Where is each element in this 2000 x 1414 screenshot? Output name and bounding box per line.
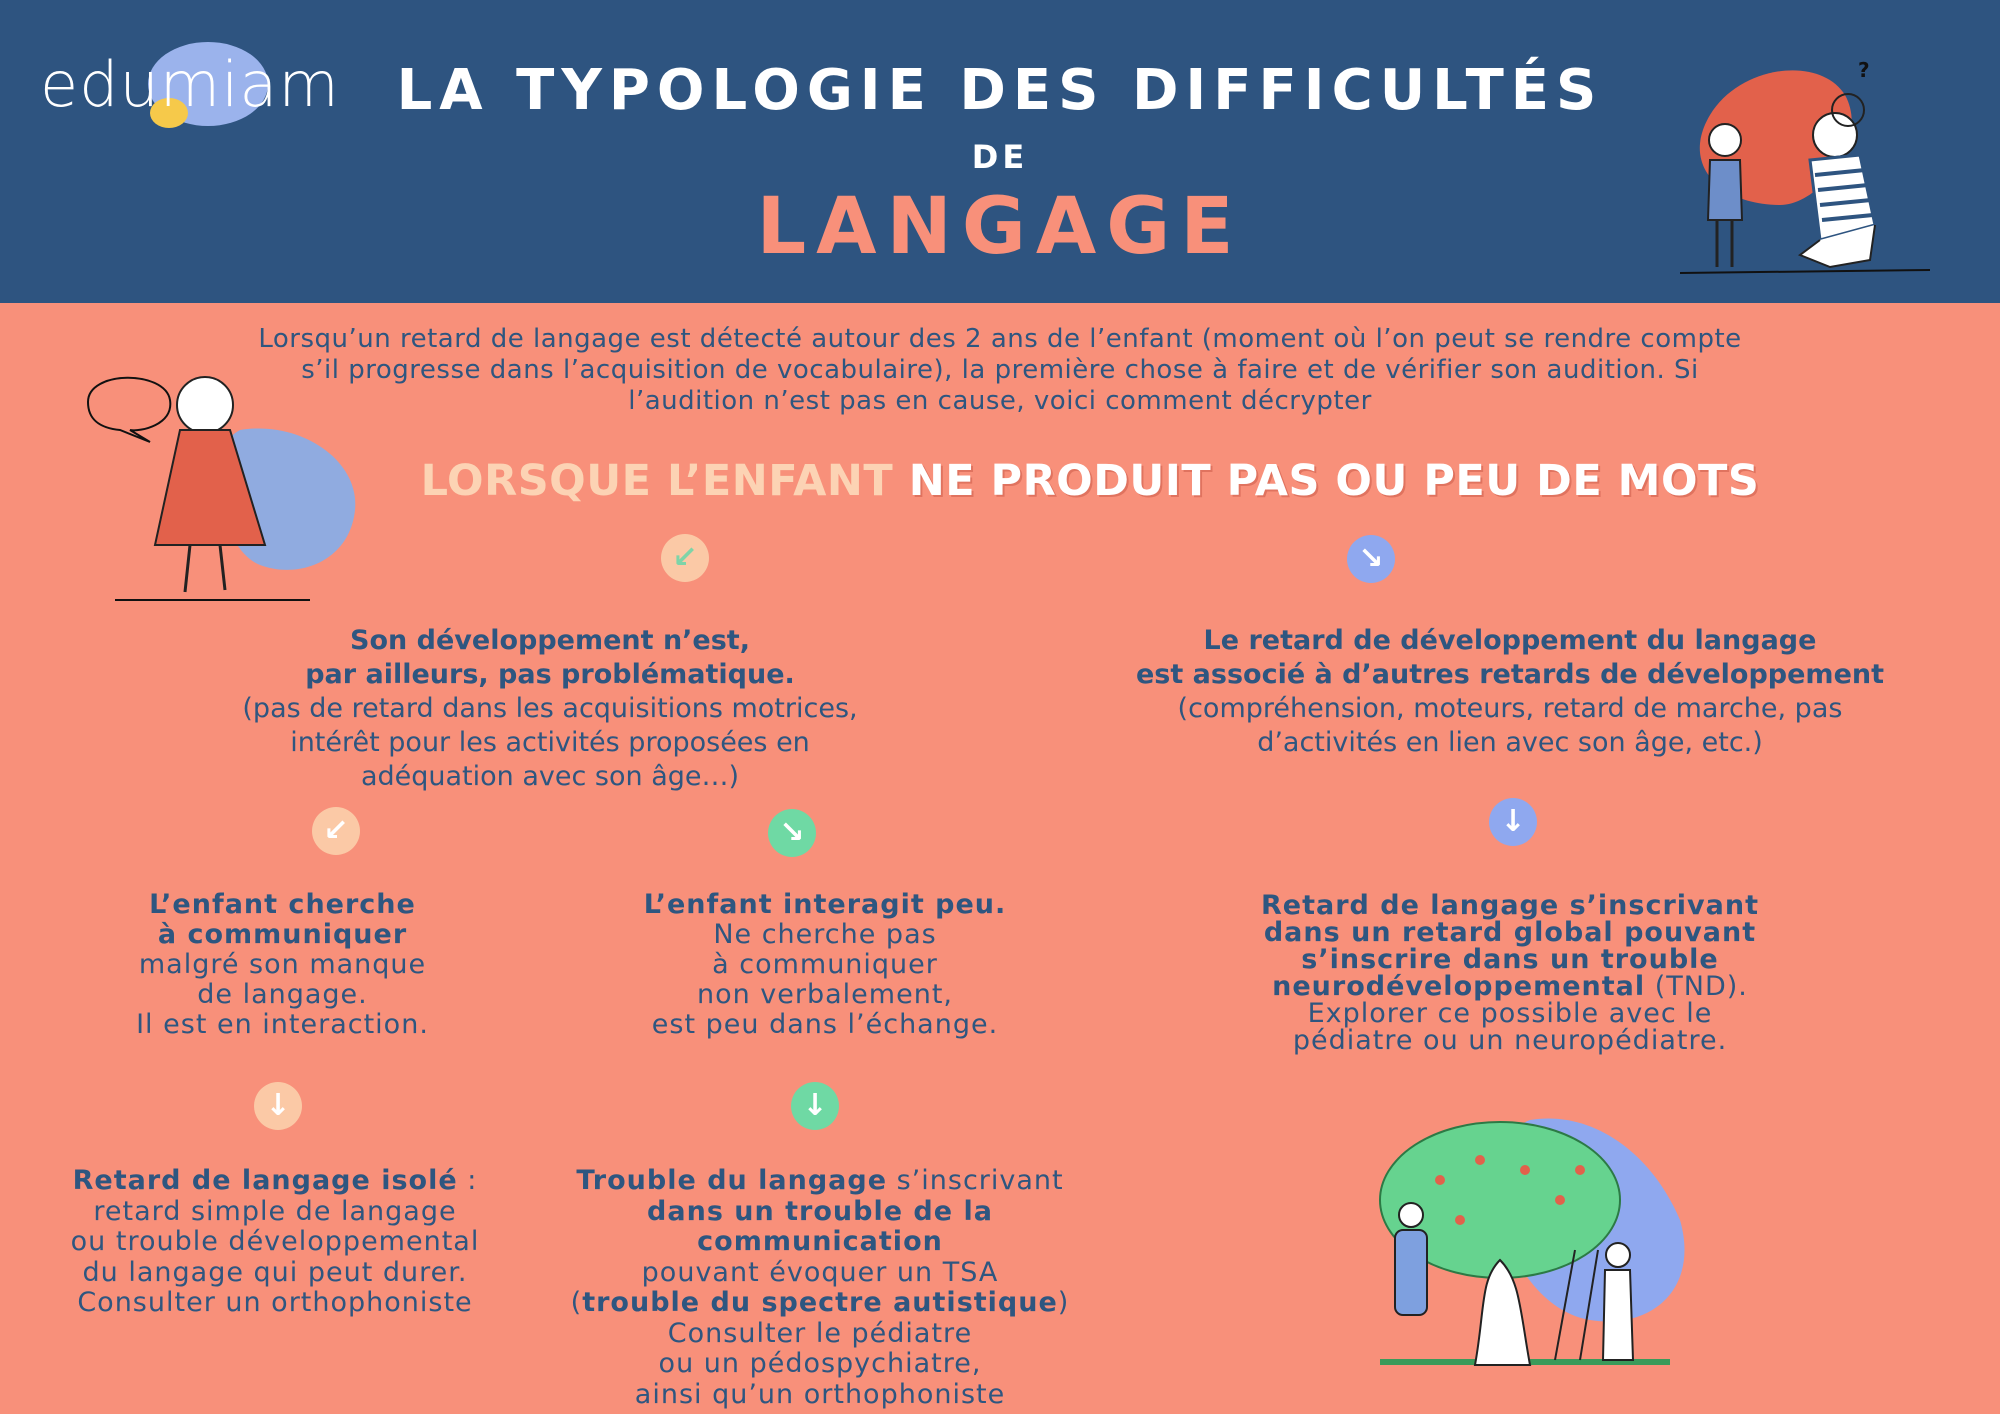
global-delay-line: Explorer ce possible avec le: [1307, 998, 1713, 1029]
interacts-little-line: Ne cherche pas: [713, 919, 937, 950]
left-branch-line: intérêt pour les activités proposées en: [290, 727, 810, 758]
communication-disorder-line: [520, 1166, 1120, 1197]
intro-line: s’il progresse dans l’acquisition de vocabulaire), la première chose à faire et de vérifier son audition. Si: [301, 355, 1699, 385]
section-heading-part2: NE PRODUIT PAS OU PEU DE MOTS: [908, 456, 1760, 506]
arrow-down-right-icon: ↘: [768, 809, 816, 857]
intro-line: Lorsqu’un retard de langage est détecté autour des 2 ans de l’enfant (moment où l’on peut se rendre compte: [258, 324, 1742, 354]
communication-disorder-bold: dans un trouble de la communication: [647, 1195, 993, 1257]
global-delay-bold: neurodéveloppemental: [1272, 971, 1646, 1002]
communication-disorder-line: pouvant évoquer un TSA: [641, 1256, 999, 1288]
communication-disorder-text: [520, 1166, 1120, 1410]
isolated-delay-tail: :: [457, 1165, 478, 1196]
right-branch-line: (compréhension, moteurs, retard de marche, pas: [1177, 693, 1843, 724]
intro-line: l’audition n’est pas en cause, voici comment décrypter: [628, 386, 1372, 416]
interacts-little-line: est peu dans l’échange.: [651, 1009, 999, 1040]
paren-close: ): [1057, 1287, 1070, 1318]
svg-text:?: ?: [1858, 58, 1870, 82]
logo-text: edumiam: [40, 48, 340, 121]
communication-disorder-tail: s’inscrivant: [887, 1165, 1064, 1196]
isolated-delay-bold: Retard de langage isolé: [72, 1165, 458, 1196]
right-branch-text: [1130, 624, 1890, 760]
apple-tree-family-illustration: [1350, 1110, 1690, 1380]
page-title-line3: LANGAGE: [756, 182, 1244, 272]
interacts-little-bold: L’enfant interagit peu.: [643, 889, 1007, 920]
header-banner: [0, 0, 2000, 303]
communicates-text: [110, 890, 455, 1040]
global-delay-text: [1240, 892, 1780, 1054]
communicates-line: malgré son manque: [138, 949, 427, 980]
left-branch-text: [200, 624, 900, 794]
global-delay-bold: s’inscrire dans un trouble: [1301, 944, 1719, 975]
communication-disorder-line: ainsi qu’un orthophoniste: [634, 1378, 1006, 1410]
communicates-line: de langage.: [197, 979, 368, 1010]
global-delay-line: pédiatre ou un neuropédiatre.: [1292, 1025, 1728, 1056]
communication-disorder-line: [520, 1288, 1120, 1319]
arrow-down-icon: ↓: [791, 1082, 839, 1130]
arrow-down-icon: ↓: [1489, 798, 1537, 846]
communicates-bold: L’enfant cherche: [149, 889, 416, 920]
isolated-delay-line: ou trouble développemental: [70, 1226, 480, 1257]
section-heading-part1: LORSQUE L’ENFANT: [420, 456, 894, 506]
left-branch-line: (pas de retard dans les acquisitions motrices,: [242, 693, 858, 724]
adult-and-child-illustration: [1670, 55, 1940, 295]
communicates-bold: à communiquer: [157, 919, 408, 950]
global-delay-line: [1240, 973, 1780, 1000]
right-branch-bold: est associé à d’autres retards de développement: [1135, 659, 1885, 690]
right-branch-line: d’activités en lien avec son âge, etc.): [1257, 727, 1763, 758]
arrow-down-left-icon: ↙: [661, 534, 709, 582]
communication-disorder-line: Consulter le pédiatre: [667, 1317, 973, 1349]
isolated-delay-line: Consulter un orthophoniste: [77, 1287, 473, 1318]
global-delay-tail: (TND).: [1645, 971, 1748, 1002]
global-delay-bold: Retard de langage s’inscrivant: [1261, 890, 1759, 921]
arrow-down-left-icon: ↙: [312, 807, 360, 855]
arrow-down-right-icon: ↘: [1347, 535, 1395, 583]
communicates-line: Il est en interaction.: [136, 1009, 429, 1040]
left-branch-bold: Son développement n’est,: [350, 625, 750, 656]
arrow-down-icon: ↓: [254, 1082, 302, 1130]
communication-disorder-bold: Trouble du langage: [576, 1165, 888, 1196]
interacts-little-line: à communiquer: [712, 949, 938, 980]
section-heading: [300, 456, 1880, 506]
right-branch-bold: Le retard de développement du langage: [1203, 625, 1817, 656]
global-delay-bold: dans un retard global pouvant: [1263, 917, 1757, 948]
isolated-delay-line: [50, 1166, 500, 1197]
interacts-little-text: [620, 890, 1030, 1040]
page-title-line1: LA TYPOLOGIE DES DIFFICULTÉS: [396, 58, 1604, 123]
isolated-delay-line: retard simple de langage: [93, 1195, 457, 1227]
paren-open: (: [570, 1287, 583, 1318]
left-branch-line: adéquation avec son âge…): [360, 761, 740, 792]
interacts-little-line: non verbalement,: [696, 979, 953, 1010]
isolated-delay-text: [50, 1166, 500, 1319]
communication-disorder-bold: trouble du spectre autistique: [582, 1287, 1058, 1318]
page-title-line2: DE: [971, 138, 1029, 176]
left-branch-bold: par ailleurs, pas problématique.: [305, 659, 795, 690]
communication-disorder-line: ou un pédospychiatre,: [658, 1348, 982, 1379]
intro-text: [230, 324, 1770, 417]
isolated-delay-line: du langage qui peut durer.: [82, 1256, 468, 1288]
edumiam-logo[interactable]: [40, 48, 340, 138]
